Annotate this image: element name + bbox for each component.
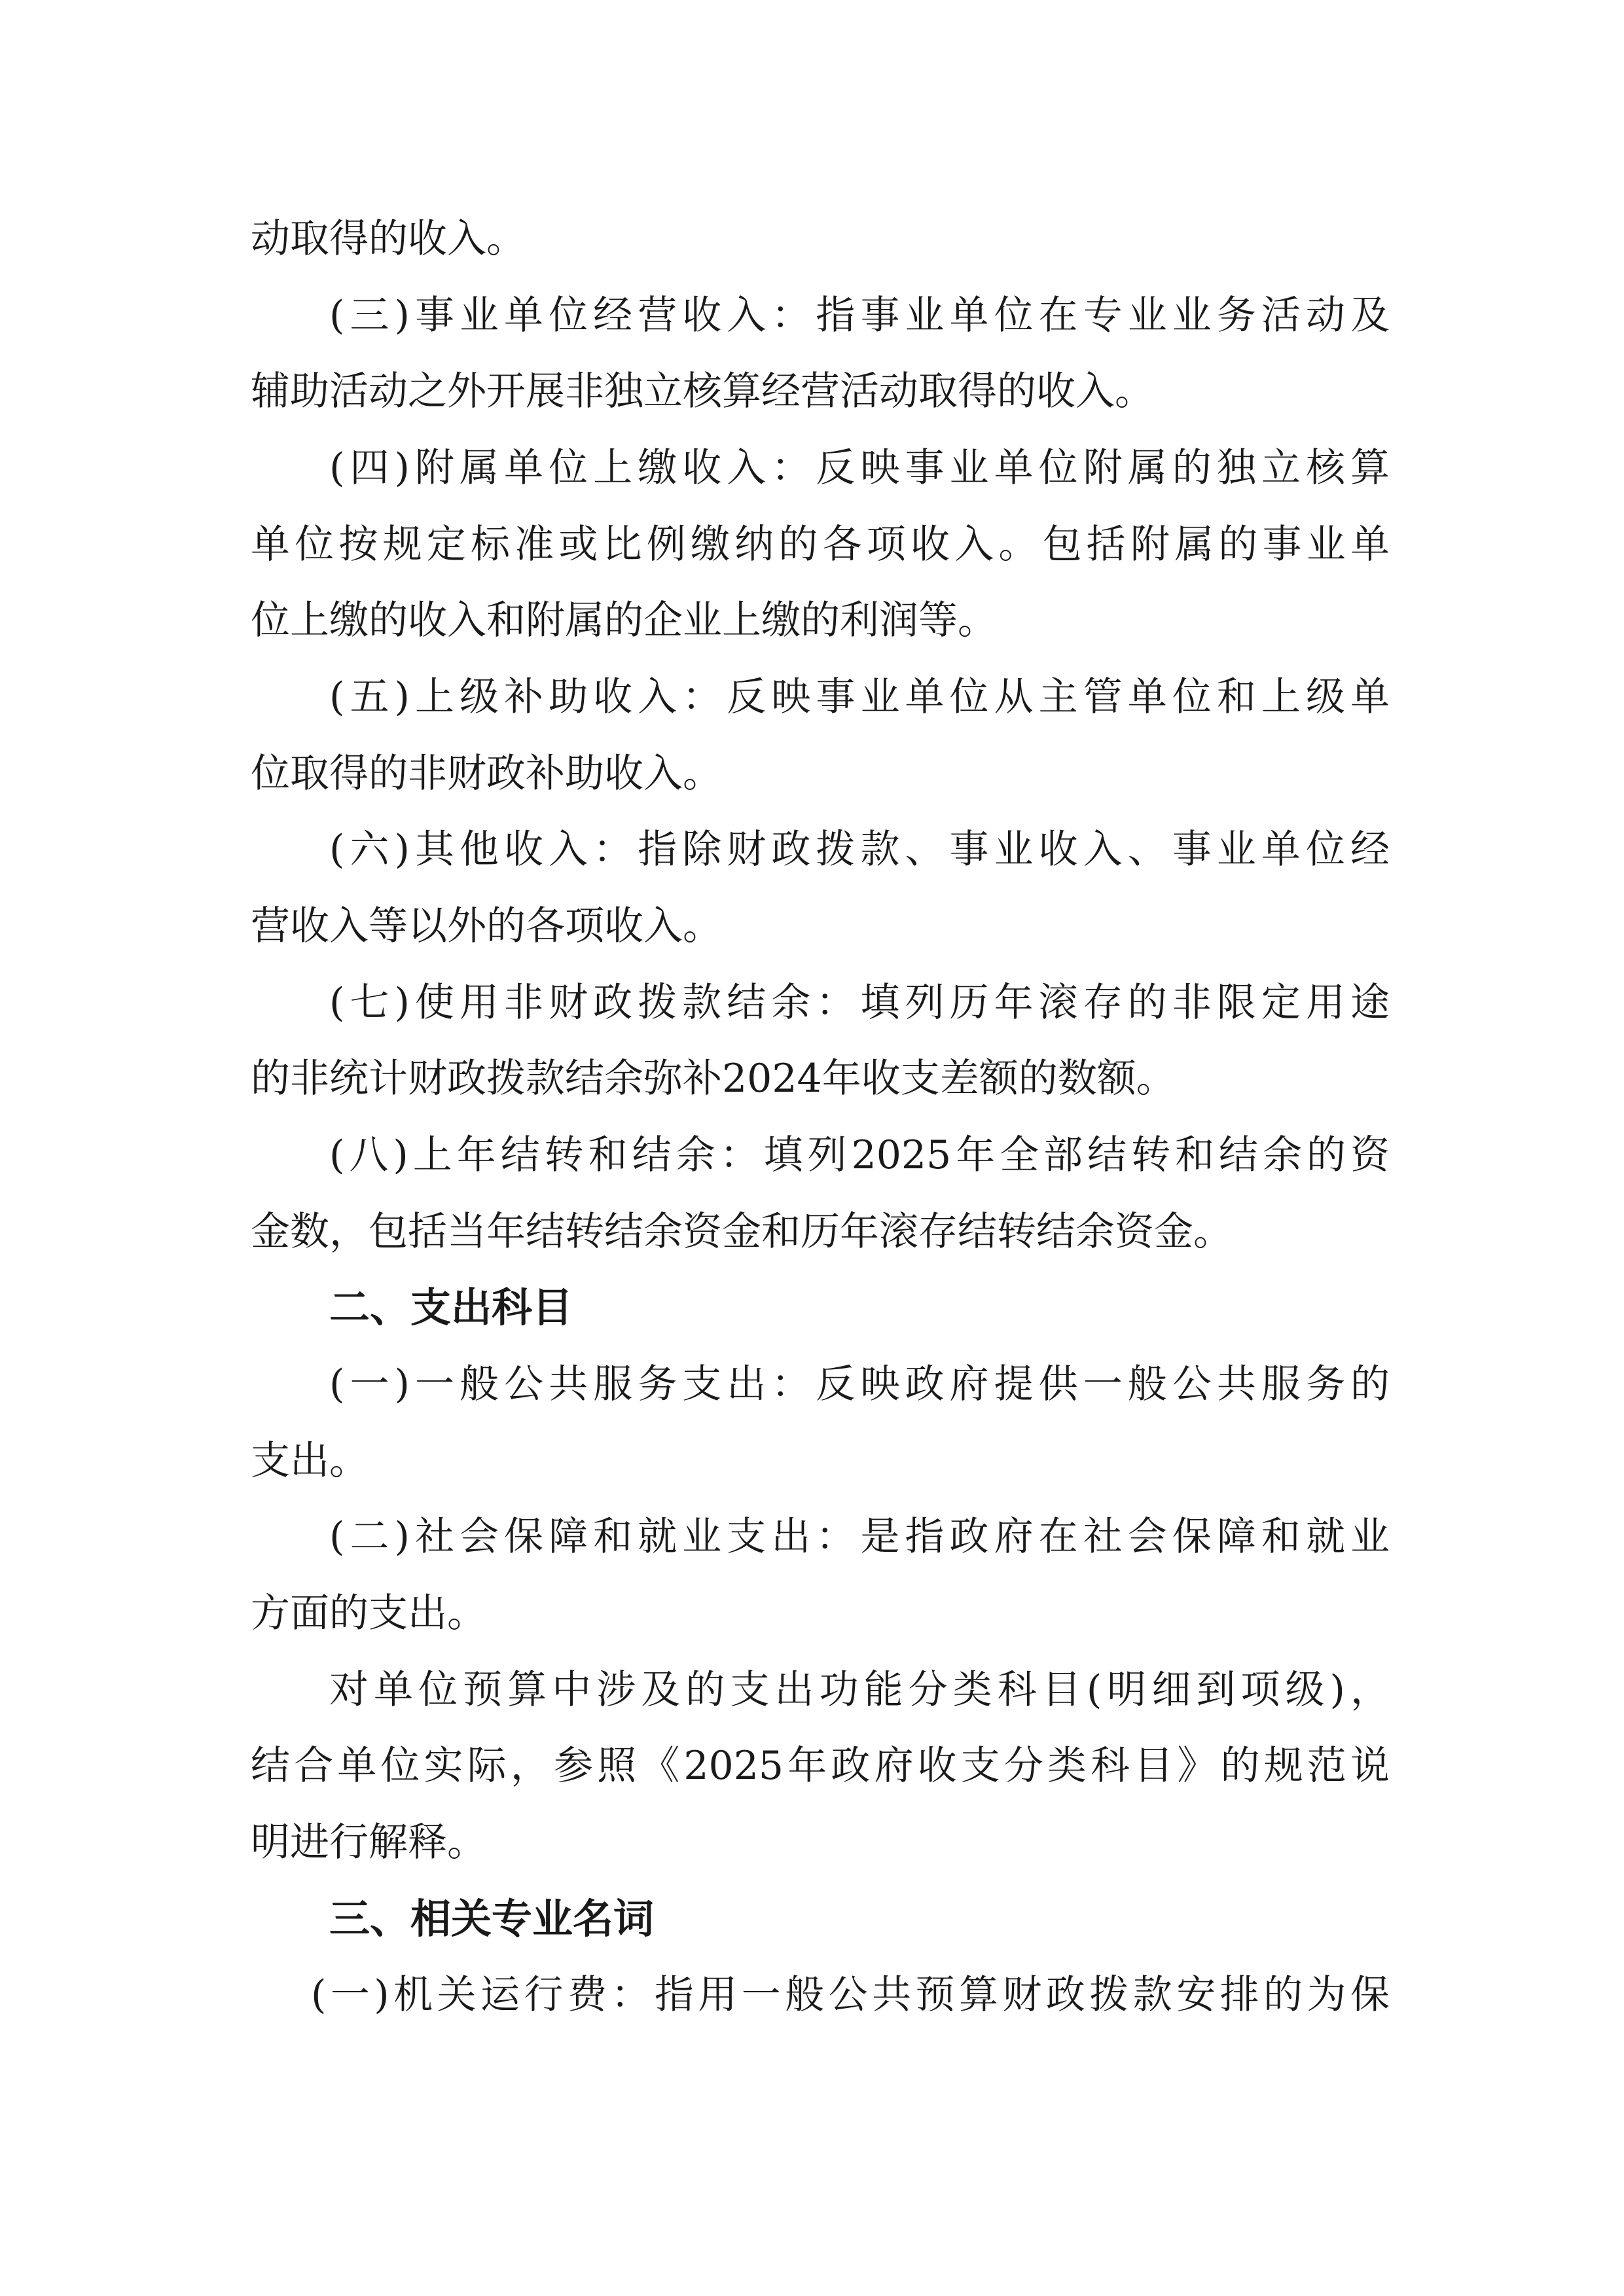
paragraph-line: (三)事业单位经营收入：指事业单位在专业业务活动及 — [329, 293, 1390, 338]
paragraph-line: 支出。 — [251, 1438, 369, 1484]
paragraph-line: 结合单位实际，参照《2025年政府收支分类科目》的规范说 — [251, 1743, 1390, 1789]
paragraph-line: (二)社会保障和就业支出：是指政府在社会保障和就业 — [329, 1514, 1390, 1560]
section-heading: 二、支出科目 — [329, 1283, 573, 1331]
paragraph-line: (一)一般公共服务支出：反映政府提供一般公共服务的 — [329, 1361, 1390, 1407]
paragraph-line: 位取得的非财政补助收入。 — [251, 751, 722, 797]
paragraph-line: (七)使用非财政拨款结余：填列历年滚存的非限定用途 — [329, 980, 1390, 1026]
paragraph-line: 辅助活动之外开展非独立核算经营活动取得的收入。 — [251, 368, 1154, 414]
paragraph-line: 金数，包括当年结转结余资金和历年滚存结转结余资金。 — [251, 1209, 1233, 1255]
section-heading: 三、相关专业名词 — [329, 1895, 655, 1943]
paragraph-line: 位上缴的收入和附属的企业上缴的利润等。 — [251, 598, 997, 643]
paragraph-line: (四)附属单位上缴收入：反映事业单位附属的独立核算 — [329, 445, 1390, 491]
paragraph-line: 动取得的收入。 — [251, 216, 526, 262]
paragraph-line: 营收入等以外的各项收入。 — [251, 903, 722, 949]
paragraph-line: 的非统计财政拨款结余弥补2024年收支差额的数额。 — [251, 1056, 1176, 1102]
paragraph-line: 对单位预算中涉及的支出功能分类科目(明细到项级)， — [329, 1667, 1390, 1713]
paragraph-line: 明进行解释。 — [251, 1820, 486, 1865]
paragraph-line: 单位按规定标准或比例缴纳的各项收入。包括附属的事业单 — [251, 522, 1390, 567]
paragraph-line: (五)上级补助收入：反映事业单位从主管单位和上级单 — [329, 674, 1390, 720]
paragraph-line: (一)机关运行费：指用一般公共预算财政拨款安排的为保 — [311, 1972, 1390, 2018]
paragraph-line: (六)其他收入：指除财政拨款、事业收入、事业单位经 — [329, 827, 1390, 872]
paragraph-line: (八)上年结转和结余：填列2025年全部结转和结余的资 — [329, 1132, 1390, 1178]
paragraph-line: 方面的支出。 — [251, 1590, 486, 1636]
